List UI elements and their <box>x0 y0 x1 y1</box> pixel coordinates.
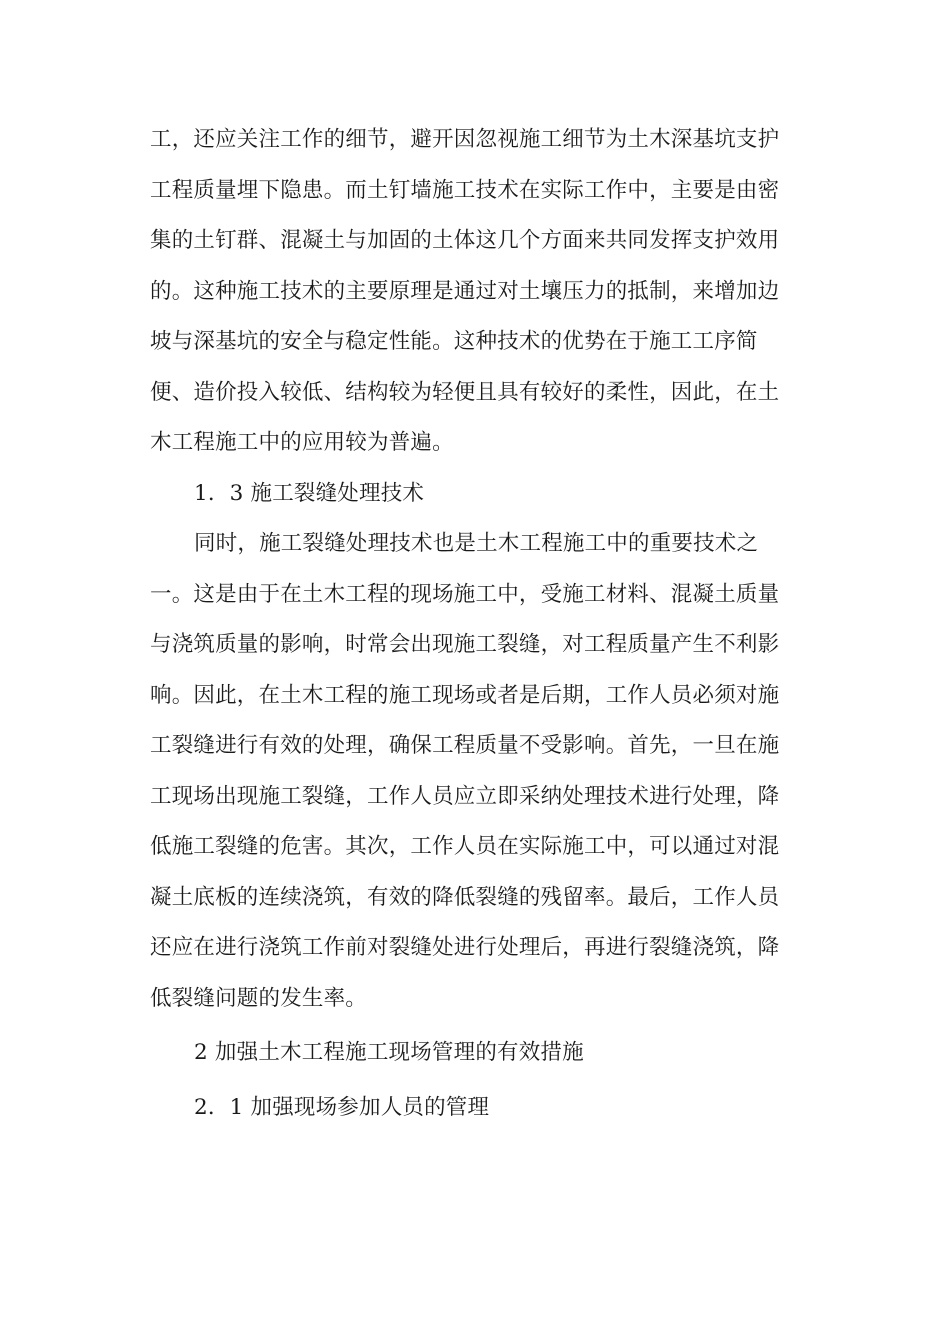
paragraph-line: 还应在进行浇筑工作前对裂缝处进行处理后，再进行裂缝浇筑，降 <box>150 935 780 960</box>
section-heading-2: 2 加强土木工程施工现场管理的有效措施 <box>194 1040 584 1065</box>
paragraph-line: 低裂缝问题的发生率。 <box>150 985 368 1011</box>
paragraph-line: 同时，施工裂缝处理技术也是土木工程施工中的重要技术之 <box>194 531 759 556</box>
document-body <box>150 115 802 1133</box>
section-heading-2-1: 2．1 加强现场参加人员的管理 <box>194 1094 490 1120</box>
paragraph-line: 工现场出现施工裂缝，工作人员应立即采纳处理技术进行处理，降 <box>150 783 780 809</box>
paragraph <box>150 115 802 469</box>
paragraph-line: 响。因此，在土木工程的施工现场或者是后期，工作人员必须对施 <box>150 682 780 708</box>
paragraph <box>150 519 802 1024</box>
paragraph-line: 凝土底板的连续浇筑，有效的降低裂缝的残留率。最后，工作人员 <box>150 884 780 910</box>
paragraph-line: 便、造价投入较低、结构较为轻便且具有较好的柔性，因此，在土 <box>150 379 780 405</box>
paragraph-line: 工，还应关注工作的细节，避开因忽视施工细节为土木深基坑支护 <box>150 127 780 152</box>
paragraph-line: 一。这是由于在土木工程的现场施工中，受施工材料、混凝土质量 <box>150 581 780 607</box>
paragraph-line: 坡与深基坑的安全与稳定性能。这种技术的优势在于施工工序简 <box>150 329 758 354</box>
section-heading-1-3: 1．3 施工裂缝处理技术 <box>194 480 425 506</box>
paragraph-line: 木工程施工中的应用较为普遍。 <box>150 430 454 455</box>
paragraph-line: 与浇筑质量的影响，时常会出现施工裂缝，对工程质量产生不利影 <box>150 632 780 657</box>
paragraph-line: 工裂缝进行有效的处理，确保工程质量不受影响。首先，一旦在施 <box>150 733 780 758</box>
paragraph-line: 工程质量埋下隐患。而土钉墙施工技术在实际工作中，主要是由密 <box>150 177 780 203</box>
paragraph-line: 的。这种施工技术的主要原理是通过对土壤压力的抵制，来增加边 <box>150 278 780 304</box>
paragraph-line: 低施工裂缝的危害。其次，工作人员在实际施工中，可以通过对混 <box>150 834 780 859</box>
paragraph-line: 集的土钉群、混凝土与加固的土体这几个方面来共同发挥支护效用 <box>150 228 780 253</box>
